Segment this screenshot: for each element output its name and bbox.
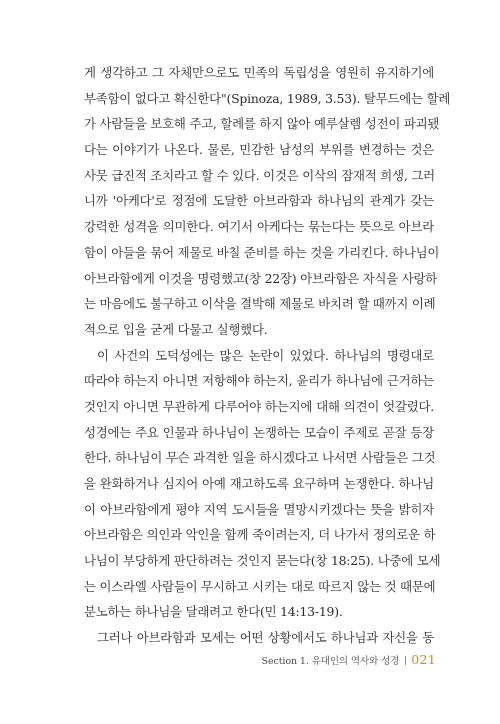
text-line: 적으로 입을 굳게 다물고 실행했다.	[84, 321, 268, 337]
text-line: 사뭇 급진적 조치라고 할 수 있다. 이것은 이삭의 잠재적 희생, 그러	[84, 167, 435, 183]
text-line: 는 마음에도 불구하고 이삭을 결박해 제물로 바치려 할 때까지 이례	[84, 296, 436, 312]
text-line: 을 완화하거나 심지어 아예 재고하도록 요구하며 논쟁한다. 하나님	[84, 476, 434, 491]
text-line: 함이 아들을 묶어 제물로 바칠 준비를 하는 것을 가리킨다. 하나님이	[84, 244, 440, 260]
paragraph-start-line: 이 사건의 도덕성에는 많은 논란이 있었다. 하나님의 명령대로	[97, 347, 434, 363]
text-line: 부족함이 없다고 확신한다"(Spinoza, 1989, 3.53). 탈무드에는 할례	[84, 90, 451, 106]
text-line: 가 사람들을 보호해 주고, 할례를 하지 않아 예루살렘 성전이 파괴됐	[84, 116, 440, 132]
text-line: 것인지 아니면 무관하게 다루어야 하는지에 대해 의견이 엇갈렸다.	[84, 398, 434, 414]
text-line: 다는 이야기가 나온다. 물론, 민감한 남성의 부위를 변경하는 것은	[84, 142, 434, 158]
text-line: 니까 '아케다'로 정점에 도달한 아브라함과 하나님의 관계가 갖는	[84, 193, 434, 209]
text-line: 아브라함에게 이것을 명령했고(창 22장) 아브라함은 자식을 사랑하	[84, 270, 438, 286]
text-line: 성경에는 주요 인물과 하나님이 논쟁하는 모습이 주제로 곧잘 등장	[84, 424, 434, 440]
text-line: 분노하는 하나님을 달래려고 한다(민 14:13-19).	[84, 604, 343, 620]
text-line: 나님이 부당하게 판단하려는 것인지 묻는다(창 18:25). 나중에 모세	[84, 553, 441, 569]
page-footer	[0, 649, 436, 668]
body-text	[84, 60, 451, 651]
text-line: 는 이스라엘 사람들이 무시하고 시키는 대로 따르지 않는 것 때문에	[84, 578, 436, 594]
text-line: 이 아브라함에게 평야 지역 도시들을 멸망시키겠다는 뜻을 밝히자	[84, 501, 434, 517]
text-line: 한다. 하나님이 무슨 과격한 일을 하시겠다고 나서면 사람들은 그것	[84, 450, 436, 466]
paragraph-start-line: 그러나 아브라함과 모세는 어떤 상황에서도 하나님과 자신을 동	[97, 630, 434, 646]
text-line: 강력한 성격을 의미한다. 여기서 아케다는 묶는다는 뜻으로 아브라	[84, 219, 434, 235]
text-line: 따라야 하는지 아니면 저항해야 하는지, 윤리가 하나님에 근거하는	[84, 373, 434, 389]
page-number: 021	[411, 652, 436, 667]
text-line: 게 생각하고 그 자체만으로도 민족의 독립성을 영원히 유지하기에	[84, 65, 434, 80]
section-title: Section 1. 유대인의 역사와 성경	[261, 656, 400, 667]
footer-divider	[405, 656, 406, 665]
text-line: 아브라함은 의인과 악인을 함께 죽이려는지, 더 나가서 정의로운 하	[84, 527, 436, 543]
